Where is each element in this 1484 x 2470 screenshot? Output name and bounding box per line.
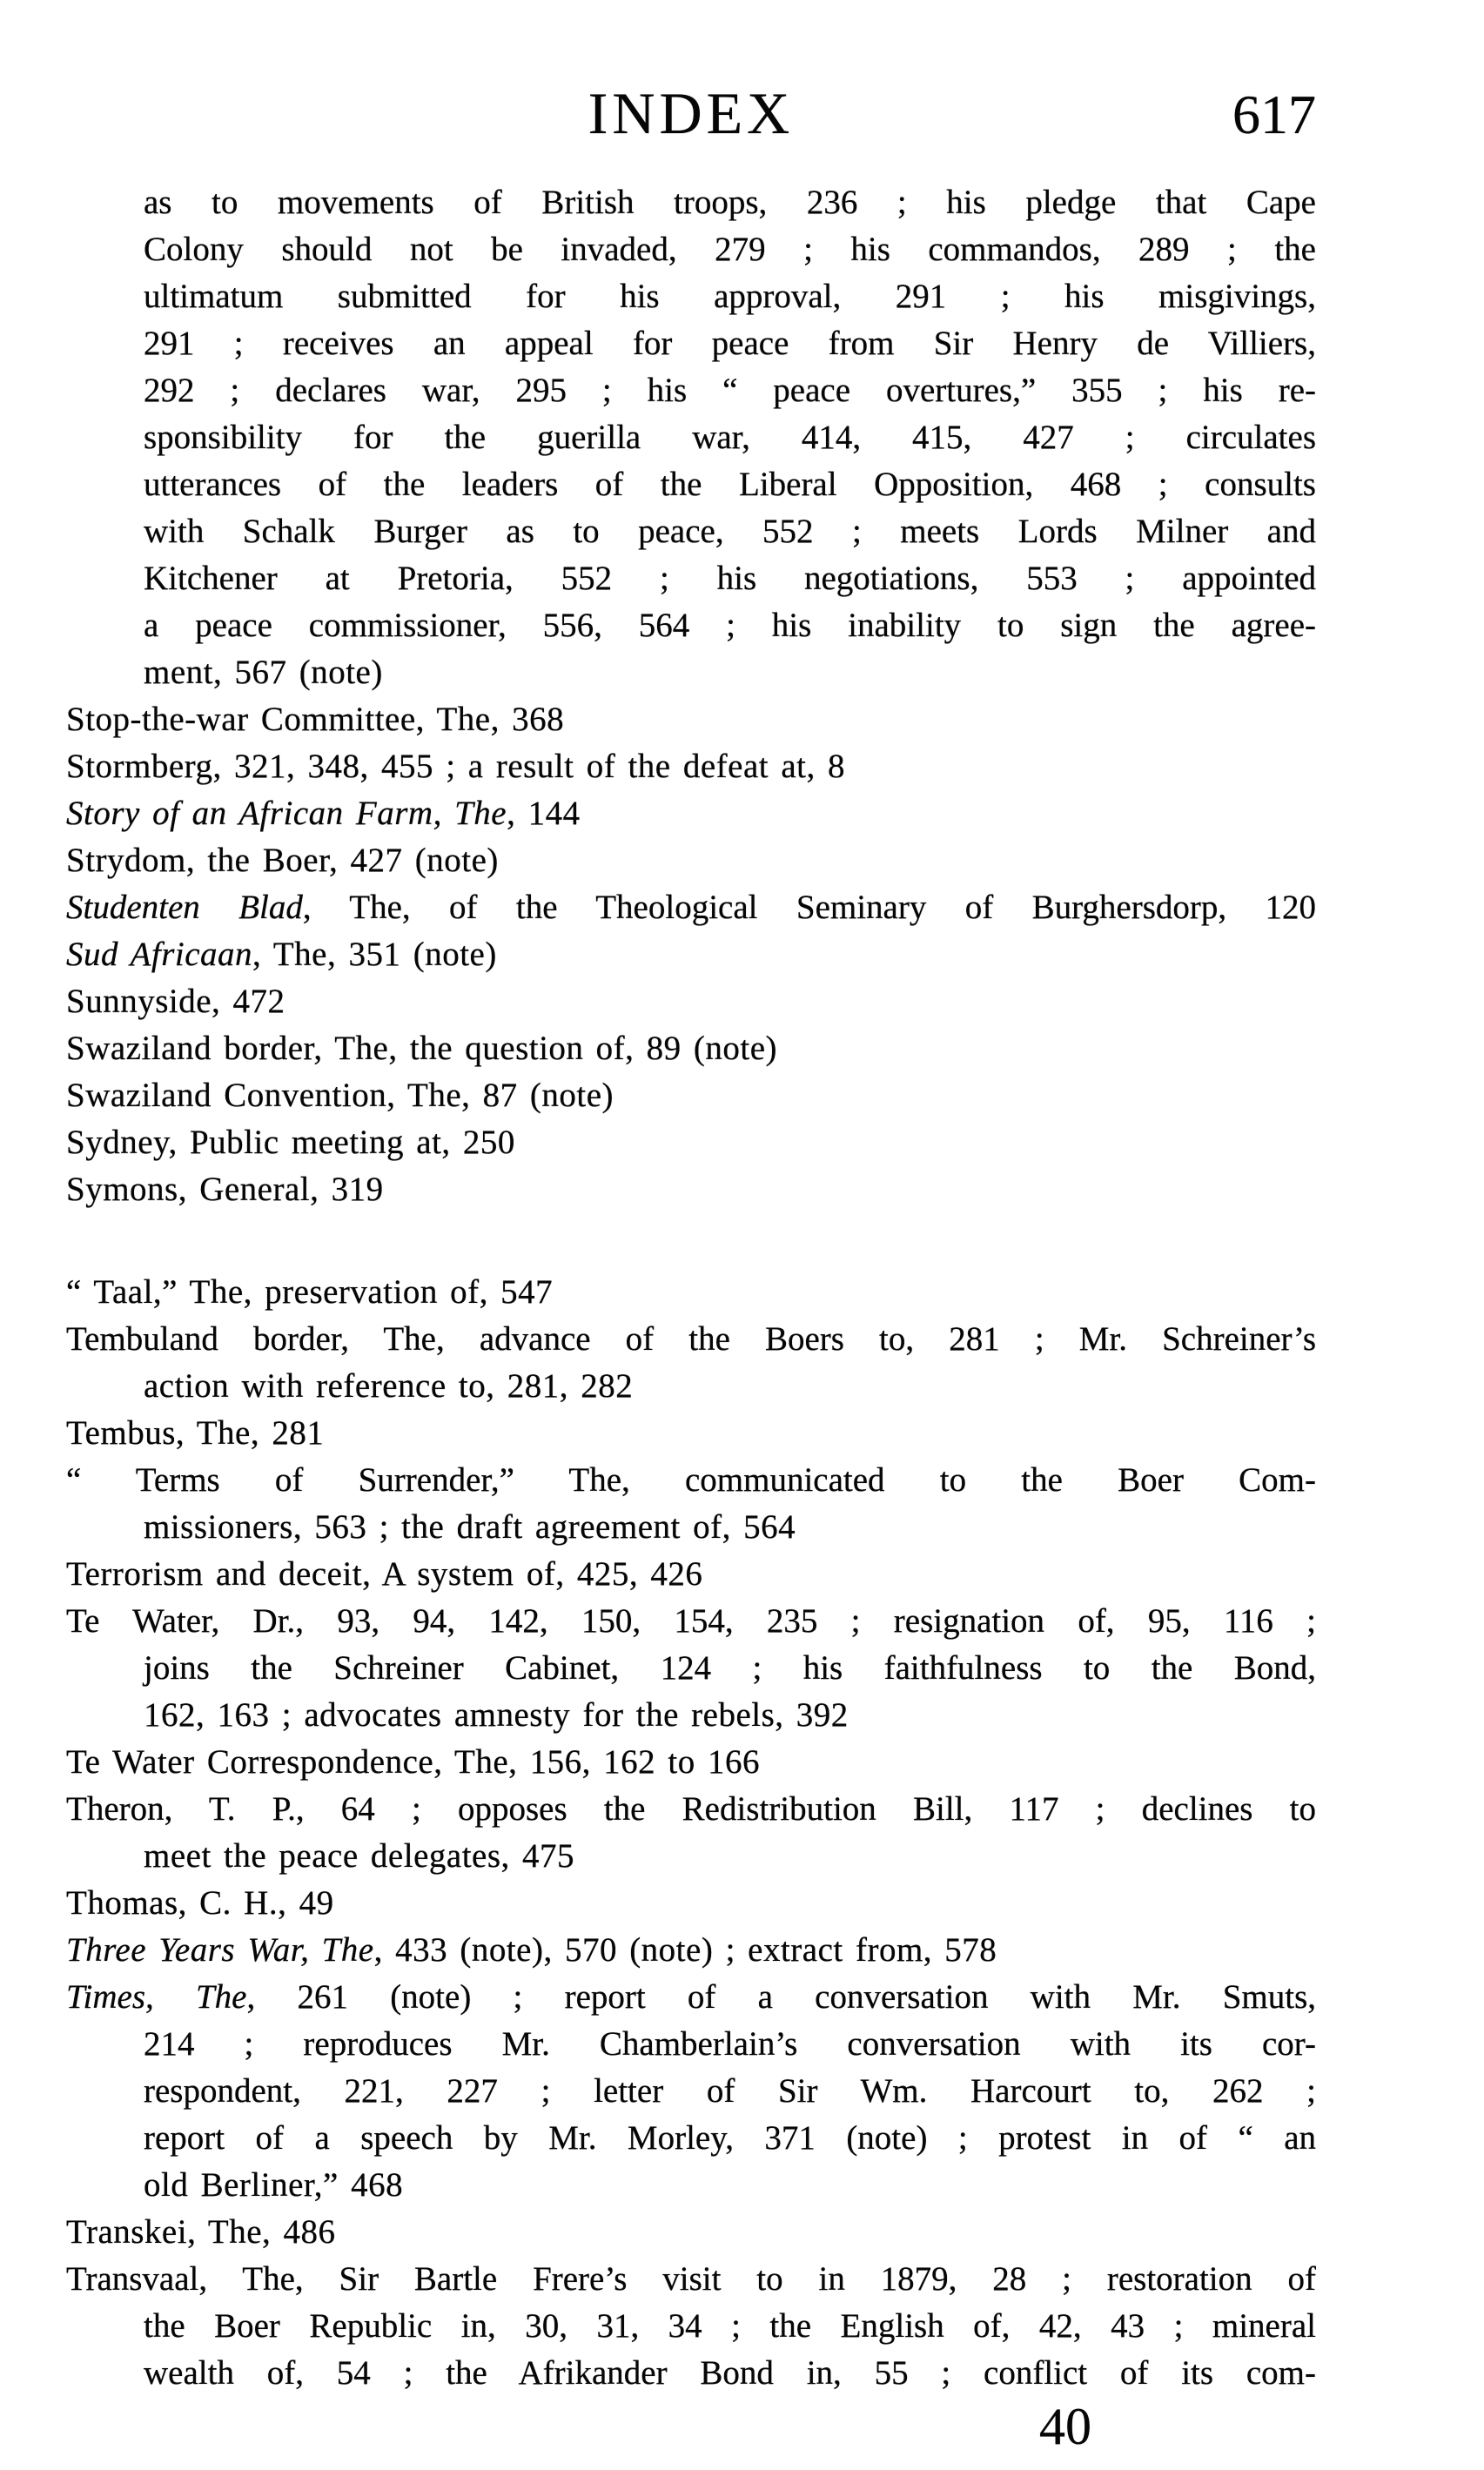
index-line-24	[66, 1316, 1316, 1363]
index-line-1	[66, 179, 1316, 226]
index-line-36	[66, 1880, 1316, 1927]
index-line-13	[66, 743, 1316, 790]
entry-text: sponsibility for the guerilla war, 414, 415, 427 ; circulates	[144, 419, 1316, 456]
index-line-8	[66, 508, 1316, 555]
index-line-21	[66, 1119, 1316, 1166]
entry-text: Stop-the-war Committee, The, 368	[66, 701, 565, 738]
index-line-2	[66, 226, 1316, 273]
index-line-12	[66, 696, 1316, 743]
page-title: INDEX	[588, 80, 795, 146]
index-line-26	[66, 1410, 1316, 1457]
index-line-31	[66, 1645, 1316, 1692]
entry-text: Symons, General, 319	[66, 1171, 384, 1208]
index-line-33	[66, 1739, 1316, 1786]
entry-text: Stormberg, 321, 348, 455 ; a result of the defeat at, 8	[66, 748, 846, 785]
index-line-46	[66, 2350, 1316, 2397]
index-line-25	[66, 1363, 1316, 1410]
entry-text: , The, of the Theological Seminary of Burghersdorp, 120	[302, 889, 1316, 926]
entry-text: , 433 (note), 570 (note) ; extract from, 578	[373, 1931, 997, 1969]
index-line-4	[66, 320, 1316, 367]
entry-text: Transvaal, The, Sir Bartle Frere’s visit to in 1879, 28 ; restoration of	[66, 2260, 1316, 2298]
entry-text: Tembus, The, 281	[66, 1414, 325, 1452]
work-title-italic: Story of an African Farm, The	[66, 795, 507, 832]
work-title-italic: Studenten Blad	[66, 889, 303, 926]
entry-text: report of a speech by Mr. Morley, 371 (note) ; protest in of “ an	[144, 2119, 1316, 2157]
entry-text: as to movements of British troops, 236 ; his pledge that Cape	[144, 184, 1316, 221]
entry-text: missioners, 563 ; the draft agreement of, 564	[144, 1508, 796, 1546]
index-line-9	[66, 555, 1316, 602]
entry-text: Swaziland Convention, The, 87 (note)	[66, 1077, 614, 1114]
entry-text: Theron, T. P., 64 ; opposes the Redistribution Bill, 117 ; declines to	[66, 1790, 1316, 1828]
index-line-35	[66, 1833, 1316, 1880]
entry-text: utterances of the leaders of the Liberal Opposition, 468 ; consults	[144, 466, 1316, 503]
entry-text: 292 ; declares war, 295 ; his “ peace overtures,” 355 ; his re-	[144, 372, 1316, 409]
index-line-45	[66, 2303, 1316, 2350]
entry-text: old Berliner,” 468	[144, 2166, 404, 2204]
entry-text: wealth of, 54 ; the Afrikander Bond in, 55 ; conflict of its com-	[144, 2354, 1316, 2392]
entry-text: Kitchener at Pretoria, 552 ; his negotiations, 553 ; appointed	[144, 560, 1316, 597]
entry-text: ment, 567 (note)	[144, 654, 383, 691]
page-number: 617	[1232, 84, 1316, 145]
index-line-20	[66, 1072, 1316, 1119]
work-title-italic: Sud Africaan	[66, 936, 253, 973]
signature-mark: 40	[1039, 2398, 1091, 2455]
work-title-italic: Three Years War, The	[66, 1931, 374, 1969]
entry-text: Colony should not be invaded, 279 ; his commandos, 289 ; the	[144, 231, 1316, 268]
entry-text: Transkei, The, 486	[66, 2213, 336, 2251]
entry-text: Terrorism and deceit, A system of, 425, 426	[66, 1555, 703, 1593]
index-line-7	[66, 461, 1316, 508]
index-line-32	[66, 1692, 1316, 1739]
index-line-39	[66, 2021, 1316, 2068]
index-line-22	[66, 1166, 1316, 1213]
index-line-19	[66, 1025, 1316, 1072]
index-line-18	[66, 978, 1316, 1025]
entry-text: 214 ; reproduces Mr. Chamberlain’s conversation with its cor-	[144, 2025, 1316, 2063]
index-line-23	[66, 1269, 1316, 1316]
entry-text: the Boer Republic in, 30, 31, 34 ; the English of, 42, 43 ; mineral	[144, 2307, 1316, 2345]
index-line-29	[66, 1551, 1316, 1598]
index-line-38	[66, 1974, 1316, 2021]
index-line-42	[66, 2162, 1316, 2209]
index-line-14	[66, 790, 1316, 837]
entry-text: , 261 (note) ; report of a conversation with Mr. Smuts,	[246, 1978, 1316, 2016]
entry-text: Tembuland border, The, advance of the Boers to, 281 ; Mr. Schreiner’s	[66, 1320, 1316, 1358]
index-line-44	[66, 2256, 1316, 2303]
entry-text: “ Taal,” The, preservation of, 547	[66, 1273, 554, 1311]
entry-text: Sunnyside, 472	[66, 983, 285, 1020]
entry-text: a peace commissioner, 556, 564 ; his inability to sign the agree-	[144, 607, 1316, 644]
entry-text: Thomas, C. H., 49	[66, 1884, 334, 1922]
index-line-3	[66, 273, 1316, 320]
index-line-30	[66, 1598, 1316, 1645]
index-line-34	[66, 1786, 1316, 1833]
entry-text: Strydom, the Boer, 427 (note)	[66, 842, 499, 879]
entry-text: joins the Schreiner Cabinet, 124 ; his faithfulness to the Bond,	[144, 1649, 1316, 1687]
entry-text: “ Terms of Surrender,” The, communicated to the Boer Com-	[66, 1461, 1316, 1499]
entry-text: , 144	[507, 795, 581, 832]
index-line-10	[66, 602, 1316, 649]
index-line-16	[66, 884, 1316, 931]
index-line-15	[66, 837, 1316, 884]
entry-text: Swaziland border, The, the question of, 89 (note)	[66, 1030, 778, 1067]
entry-text: , The, 351 (note)	[252, 936, 497, 973]
index-body	[66, 179, 1316, 2397]
work-title-italic: Times, The	[66, 1978, 247, 2016]
entry-text: action with reference to, 281, 282	[144, 1367, 634, 1405]
index-line-27	[66, 1457, 1316, 1504]
entry-text: 162, 163 ; advocates amnesty for the rebels, 392	[144, 1696, 849, 1734]
index-line-11	[66, 649, 1316, 696]
entry-text: with Schalk Burger as to peace, 552 ; meets Lords Milner and	[144, 513, 1316, 550]
index-line-40	[66, 2068, 1316, 2115]
index-line-43	[66, 2209, 1316, 2256]
entry-text: Te Water, Dr., 93, 94, 142, 150, 154, 235 ; resignation of, 95, 116 ;	[66, 1602, 1316, 1640]
entry-text: Te Water Correspondence, The, 156, 162 to 166	[66, 1743, 761, 1781]
index-line-37	[66, 1927, 1316, 1974]
entry-text: 291 ; receives an appeal for peace from Sir Henry de Villiers,	[144, 325, 1316, 362]
index-line-5	[66, 367, 1316, 414]
index-line-17	[66, 931, 1316, 978]
index-line-6	[66, 414, 1316, 461]
index-line-41	[66, 2115, 1316, 2162]
entry-text: respondent, 221, 227 ; letter of Sir Wm. Harcourt to, 262 ;	[144, 2072, 1316, 2110]
entry-text: ultimatum submitted for his approval, 291 ; his misgivings,	[144, 278, 1316, 315]
index-line-28	[66, 1504, 1316, 1551]
entry-text: meet the peace delegates, 475	[144, 1837, 575, 1875]
entry-text: Sydney, Public meeting at, 250	[66, 1124, 515, 1161]
